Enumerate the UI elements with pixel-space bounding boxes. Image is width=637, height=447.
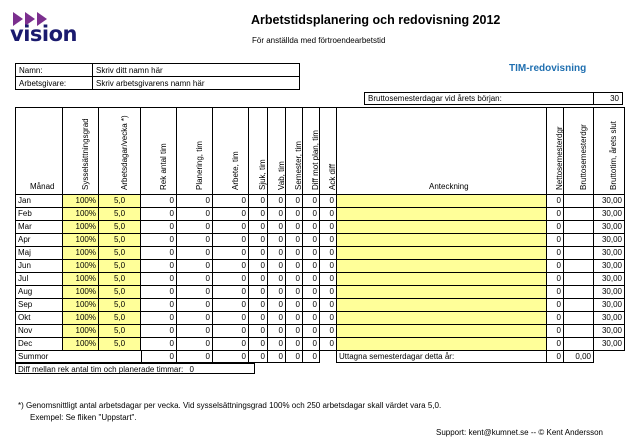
month-cell: Apr	[15, 234, 63, 247]
col-header-ackdiff	[320, 107, 337, 195]
vab-cell: 0	[268, 208, 286, 221]
vacation-cell: 0	[286, 247, 303, 260]
diff-cell: 0	[303, 299, 320, 312]
rek-cell: 0	[141, 247, 177, 260]
employment-cell[interactable]: 100%	[63, 325, 99, 338]
plan-cell: 0	[177, 247, 213, 260]
employment-cell[interactable]: 100%	[63, 273, 99, 286]
ackdiff-cell: 0	[320, 312, 337, 325]
taken-value: 0	[547, 351, 564, 363]
diff-cell: 0	[303, 247, 320, 260]
employment-cell[interactable]: 100%	[63, 234, 99, 247]
month-cell: Mar	[15, 221, 63, 234]
summary-vacation: 0	[286, 351, 303, 363]
vab-cell: 0	[268, 312, 286, 325]
netto-cell: 0	[547, 286, 564, 299]
note-cell[interactable]	[337, 338, 547, 351]
diff-cell: 0	[303, 234, 320, 247]
balance-cell: 30,00	[594, 325, 625, 338]
balance-cell: 30,00	[594, 312, 625, 325]
rek-cell: 0	[141, 260, 177, 273]
summary-sick: 0	[249, 351, 268, 363]
note-cell[interactable]	[337, 312, 547, 325]
brutto-cell	[564, 312, 594, 325]
month-cell: Okt	[15, 312, 63, 325]
col-header-sick	[249, 107, 268, 195]
note-cell[interactable]	[337, 325, 547, 338]
col-header-brutto	[564, 107, 594, 195]
ackdiff-cell: 0	[320, 247, 337, 260]
rek-cell: 0	[141, 325, 177, 338]
vacation-cell: 0	[286, 195, 303, 208]
summary-diff: 0	[303, 351, 320, 363]
note-cell[interactable]	[337, 260, 547, 273]
vacation-cell: 0	[286, 273, 303, 286]
col-header-note	[337, 107, 547, 195]
brutto-cell	[564, 234, 594, 247]
vab-cell: 0	[268, 325, 286, 338]
work-cell: 0	[213, 338, 249, 351]
tim-badge: TIM-redovisning	[509, 63, 587, 74]
employment-cell[interactable]: 100%	[63, 260, 99, 273]
diff-line-row	[15, 363, 625, 374]
vacation-cell: 0	[286, 260, 303, 273]
balance-cell: 30,00	[594, 338, 625, 351]
netto-cell: 0	[547, 299, 564, 312]
vab-header-label: Vab, tim	[276, 161, 286, 190]
ackdiff-cell: 0	[320, 325, 337, 338]
taken-label: Uttagna semesterdagar detta år:	[337, 351, 547, 363]
netto-cell: 0	[547, 234, 564, 247]
ackdiff-cell: 0	[320, 338, 337, 351]
work-header-label: Arbete, tim	[230, 151, 240, 190]
month-cell: Jul	[15, 273, 63, 286]
workdays-cell[interactable]: 5,0	[99, 273, 141, 286]
sick-header-label: Sjuk, tim	[258, 159, 267, 190]
summary-row	[15, 351, 625, 363]
month-cell: Maj	[15, 247, 63, 260]
balance-cell: 30,00	[594, 299, 625, 312]
vacation-cell: 0	[286, 338, 303, 351]
balance-header-label: Bruttotim, årets slut	[609, 121, 618, 190]
note-cell[interactable]	[337, 299, 547, 312]
brutto-cell	[564, 221, 594, 234]
diff-line-label: Diff mellan rek antal tim och planerade timmar:	[18, 365, 184, 374]
plan-cell: 0	[177, 260, 213, 273]
month-cell: Jan	[15, 195, 63, 208]
diff-cell: 0	[303, 221, 320, 234]
brutto-cell	[564, 273, 594, 286]
workdays-cell[interactable]: 5,0	[99, 299, 141, 312]
month-cell: Sep	[15, 299, 63, 312]
netto-cell: 0	[547, 247, 564, 260]
sick-cell: 0	[249, 221, 268, 234]
brutto-cell	[564, 208, 594, 221]
table-row	[15, 338, 625, 351]
rek-cell: 0	[141, 273, 177, 286]
vab-cell: 0	[268, 299, 286, 312]
month-header-label: Månad	[30, 182, 55, 191]
employment-cell[interactable]: 100%	[63, 208, 99, 221]
employment-header-label: Sysselsättningsgrad	[80, 118, 90, 190]
col-header-workdays	[99, 107, 141, 195]
note-cell[interactable]	[337, 208, 547, 221]
employment-cell[interactable]: 100%	[63, 286, 99, 299]
sick-cell: 0	[249, 208, 268, 221]
table-row	[15, 195, 625, 208]
brutto-cell	[564, 325, 594, 338]
ackdiff-cell: 0	[320, 273, 337, 286]
netto-cell: 0	[547, 338, 564, 351]
note-cell[interactable]	[337, 247, 547, 260]
rek-cell: 0	[141, 234, 177, 247]
page-title: Arbetstidsplanering och redovisning 2012	[251, 13, 501, 27]
diff-line	[15, 363, 255, 374]
table-row	[15, 286, 625, 299]
ackdiff-cell: 0	[320, 234, 337, 247]
netto-cell: 0	[547, 273, 564, 286]
col-header-vacation	[286, 107, 303, 195]
rek-cell: 0	[141, 299, 177, 312]
brutto-cell	[564, 299, 594, 312]
workdays-cell[interactable]: 5,0	[99, 312, 141, 325]
ackdiff-cell: 0	[320, 221, 337, 234]
diff-cell: 0	[303, 338, 320, 351]
rek-cell: 0	[141, 208, 177, 221]
vacation-cell: 0	[286, 234, 303, 247]
summary-ack-empty	[320, 351, 337, 363]
workdays-cell[interactable]: 5,0	[99, 286, 141, 299]
note-header-label: Anteckning	[429, 182, 469, 191]
table-row	[15, 221, 625, 234]
balance-cell: 30,00	[594, 247, 625, 260]
sick-cell: 0	[249, 312, 268, 325]
page-subtitle: För anställda med förtroendearbetstid	[252, 36, 386, 45]
brutto-cell	[564, 286, 594, 299]
work-cell: 0	[213, 221, 249, 234]
summary-blank	[594, 351, 625, 363]
rek-cell: 0	[141, 221, 177, 234]
sick-cell: 0	[249, 260, 268, 273]
month-cell: Nov	[15, 325, 63, 338]
col-header-work	[213, 107, 249, 195]
rek-header-label: Rek antal tim	[158, 143, 168, 190]
vab-cell: 0	[268, 273, 286, 286]
brutto-cell	[564, 247, 594, 260]
ackdiff-header-label: Ack diff	[328, 163, 337, 190]
workdays-cell[interactable]: 5,0	[99, 247, 141, 260]
month-cell: Jun	[15, 260, 63, 273]
diff-cell: 0	[303, 260, 320, 273]
plan-cell: 0	[177, 325, 213, 338]
balance-cell: 30,00	[594, 195, 625, 208]
info-table	[15, 63, 300, 90]
brutto-label: Bruttosemesterdagar vid årets början:	[365, 93, 594, 105]
balance-cell: 30,00	[594, 260, 625, 273]
vision-logo	[10, 12, 90, 44]
col-header-employment	[63, 107, 99, 195]
vab-cell: 0	[268, 195, 286, 208]
col-header-rek	[141, 107, 177, 195]
ackdiff-cell: 0	[320, 208, 337, 221]
netto-cell: 0	[547, 325, 564, 338]
brutto-cell	[564, 195, 594, 208]
balance-cell: 30,00	[594, 234, 625, 247]
diff-cell: 0	[303, 273, 320, 286]
netto-cell: 0	[547, 312, 564, 325]
work-cell: 0	[213, 286, 249, 299]
employer-field[interactable]: Skriv arbetsgivarens namn här	[93, 77, 300, 90]
plan-cell: 0	[177, 195, 213, 208]
summary-rek: 0	[141, 351, 177, 363]
work-cell: 0	[213, 195, 249, 208]
summary-plan: 0	[177, 351, 213, 363]
workdays-cell[interactable]: 5,0	[99, 338, 141, 351]
sick-cell: 0	[249, 234, 268, 247]
diff-header-label: Diff mot plan, tim	[311, 130, 320, 190]
brutto-header-label: Bruttosemesterdgr	[578, 124, 588, 190]
balance-cell: 30,00	[594, 273, 625, 286]
plan-cell: 0	[177, 286, 213, 299]
employment-cell[interactable]: 100%	[63, 299, 99, 312]
netto-cell: 0	[547, 260, 564, 273]
diff-cell: 0	[303, 312, 320, 325]
workdays-cell[interactable]: 5,0	[99, 234, 141, 247]
work-cell: 0	[213, 325, 249, 338]
vab-cell: 0	[268, 260, 286, 273]
work-cell: 0	[213, 208, 249, 221]
col-header-plan	[177, 107, 213, 195]
vab-cell: 0	[268, 234, 286, 247]
employment-cell[interactable]: 100%	[63, 338, 99, 351]
rek-cell: 0	[141, 286, 177, 299]
employment-cell[interactable]: 100%	[63, 247, 99, 260]
sick-cell: 0	[249, 273, 268, 286]
name-label: Namn:	[16, 64, 93, 77]
ackdiff-cell: 0	[320, 286, 337, 299]
plan-cell: 0	[177, 221, 213, 234]
col-header-month	[15, 107, 63, 195]
support-text: Support: kent@kumnet.se -- © Kent Andersson	[436, 428, 603, 437]
taken-value-2: 0,00	[564, 351, 594, 363]
sick-cell: 0	[249, 325, 268, 338]
sick-cell: 0	[249, 195, 268, 208]
employment-cell[interactable]: 100%	[63, 312, 99, 325]
month-cell: Dec	[15, 338, 63, 351]
table-row	[15, 260, 625, 273]
work-cell: 0	[213, 247, 249, 260]
note-cell[interactable]	[337, 286, 547, 299]
plan-cell: 0	[177, 273, 213, 286]
balance-cell: 30,00	[594, 208, 625, 221]
ackdiff-cell: 0	[320, 195, 337, 208]
vacation-cell: 0	[286, 325, 303, 338]
balance-cell: 30,00	[594, 286, 625, 299]
table-row	[15, 208, 625, 221]
month-cell: Feb	[15, 208, 63, 221]
vab-cell: 0	[268, 247, 286, 260]
brutto-value[interactable]: 30	[594, 93, 623, 105]
employment-cell[interactable]: 100%	[63, 195, 99, 208]
workdays-cell[interactable]: 5,0	[99, 195, 141, 208]
work-cell: 0	[213, 260, 249, 273]
sick-cell: 0	[249, 247, 268, 260]
summary-vab: 0	[268, 351, 286, 363]
vacation-cell: 0	[286, 299, 303, 312]
balance-cell: 30,00	[594, 221, 625, 234]
summary-label: Summor	[15, 351, 141, 363]
netto-cell: 0	[547, 195, 564, 208]
time-grid	[15, 107, 625, 374]
work-cell: 0	[213, 234, 249, 247]
plan-cell: 0	[177, 234, 213, 247]
workdays-cell[interactable]: 5,0	[99, 260, 141, 273]
work-cell: 0	[213, 273, 249, 286]
table-row	[15, 234, 625, 247]
work-cell: 0	[213, 299, 249, 312]
workdays-cell[interactable]: 5,0	[99, 221, 141, 234]
sick-cell: 0	[249, 286, 268, 299]
plan-header-label: Planering, tim	[194, 141, 204, 190]
diff-cell: 0	[303, 195, 320, 208]
sick-cell: 0	[249, 299, 268, 312]
rek-cell: 0	[141, 338, 177, 351]
work-cell: 0	[213, 312, 249, 325]
vab-cell: 0	[268, 221, 286, 234]
workdays-cell[interactable]: 5,0	[99, 208, 141, 221]
vacation-cell: 0	[286, 312, 303, 325]
ackdiff-cell: 0	[320, 299, 337, 312]
workdays-cell[interactable]: 5,0	[99, 325, 141, 338]
brutto-table	[364, 92, 623, 105]
brutto-cell	[564, 260, 594, 273]
table-row	[15, 325, 625, 338]
ackdiff-cell: 0	[320, 260, 337, 273]
diff-cell: 0	[303, 325, 320, 338]
brutto-cell	[564, 338, 594, 351]
vab-cell: 0	[268, 338, 286, 351]
table-row	[15, 273, 625, 286]
plan-cell: 0	[177, 338, 213, 351]
col-header-vab	[268, 107, 286, 195]
vacation-cell: 0	[286, 286, 303, 299]
netto-cell: 0	[547, 208, 564, 221]
table-row	[15, 299, 625, 312]
diff-line-value: 0	[189, 365, 194, 374]
col-header-diff	[303, 107, 320, 195]
col-header-netto	[547, 107, 564, 195]
logo-text: vision	[10, 22, 77, 46]
vacation-cell: 0	[286, 208, 303, 221]
plan-cell: 0	[177, 299, 213, 312]
rek-cell: 0	[141, 312, 177, 325]
footnote-1: *) Genomsnittligt antal arbetsdagar per vecka. Vid sysselsättningsgrad 100% och 250 arbetsdagar skall värdet vara 5,0.	[18, 401, 442, 410]
employer-label: Arbetsgivare:	[16, 77, 93, 90]
vacation-header-label: Semester, tim	[294, 141, 303, 190]
note-cell[interactable]	[337, 234, 547, 247]
vacation-cell: 0	[286, 221, 303, 234]
col-header-balance	[594, 107, 625, 195]
note-cell[interactable]	[337, 195, 547, 208]
workdays-header-label: Arbetsdagar/vecka *)	[119, 115, 129, 190]
sick-cell: 0	[249, 338, 268, 351]
diff-cell: 0	[303, 208, 320, 221]
name-field[interactable]: Skriv ditt namn här	[93, 64, 300, 77]
table-row	[15, 247, 625, 260]
note-cell[interactable]	[337, 221, 547, 234]
plan-cell: 0	[177, 208, 213, 221]
note-cell[interactable]	[337, 273, 547, 286]
diff-cell: 0	[303, 286, 320, 299]
plan-cell: 0	[177, 312, 213, 325]
table-row	[15, 312, 625, 325]
footnote-2: Exempel: Se fliken "Uppstart".	[30, 413, 137, 422]
summary-work: 0	[213, 351, 249, 363]
rek-cell: 0	[141, 195, 177, 208]
netto-cell: 0	[547, 221, 564, 234]
month-cell: Aug	[15, 286, 63, 299]
employment-cell[interactable]: 100%	[63, 221, 99, 234]
netto-header-label: Nettosemesterdgr	[555, 126, 564, 190]
vab-cell: 0	[268, 286, 286, 299]
